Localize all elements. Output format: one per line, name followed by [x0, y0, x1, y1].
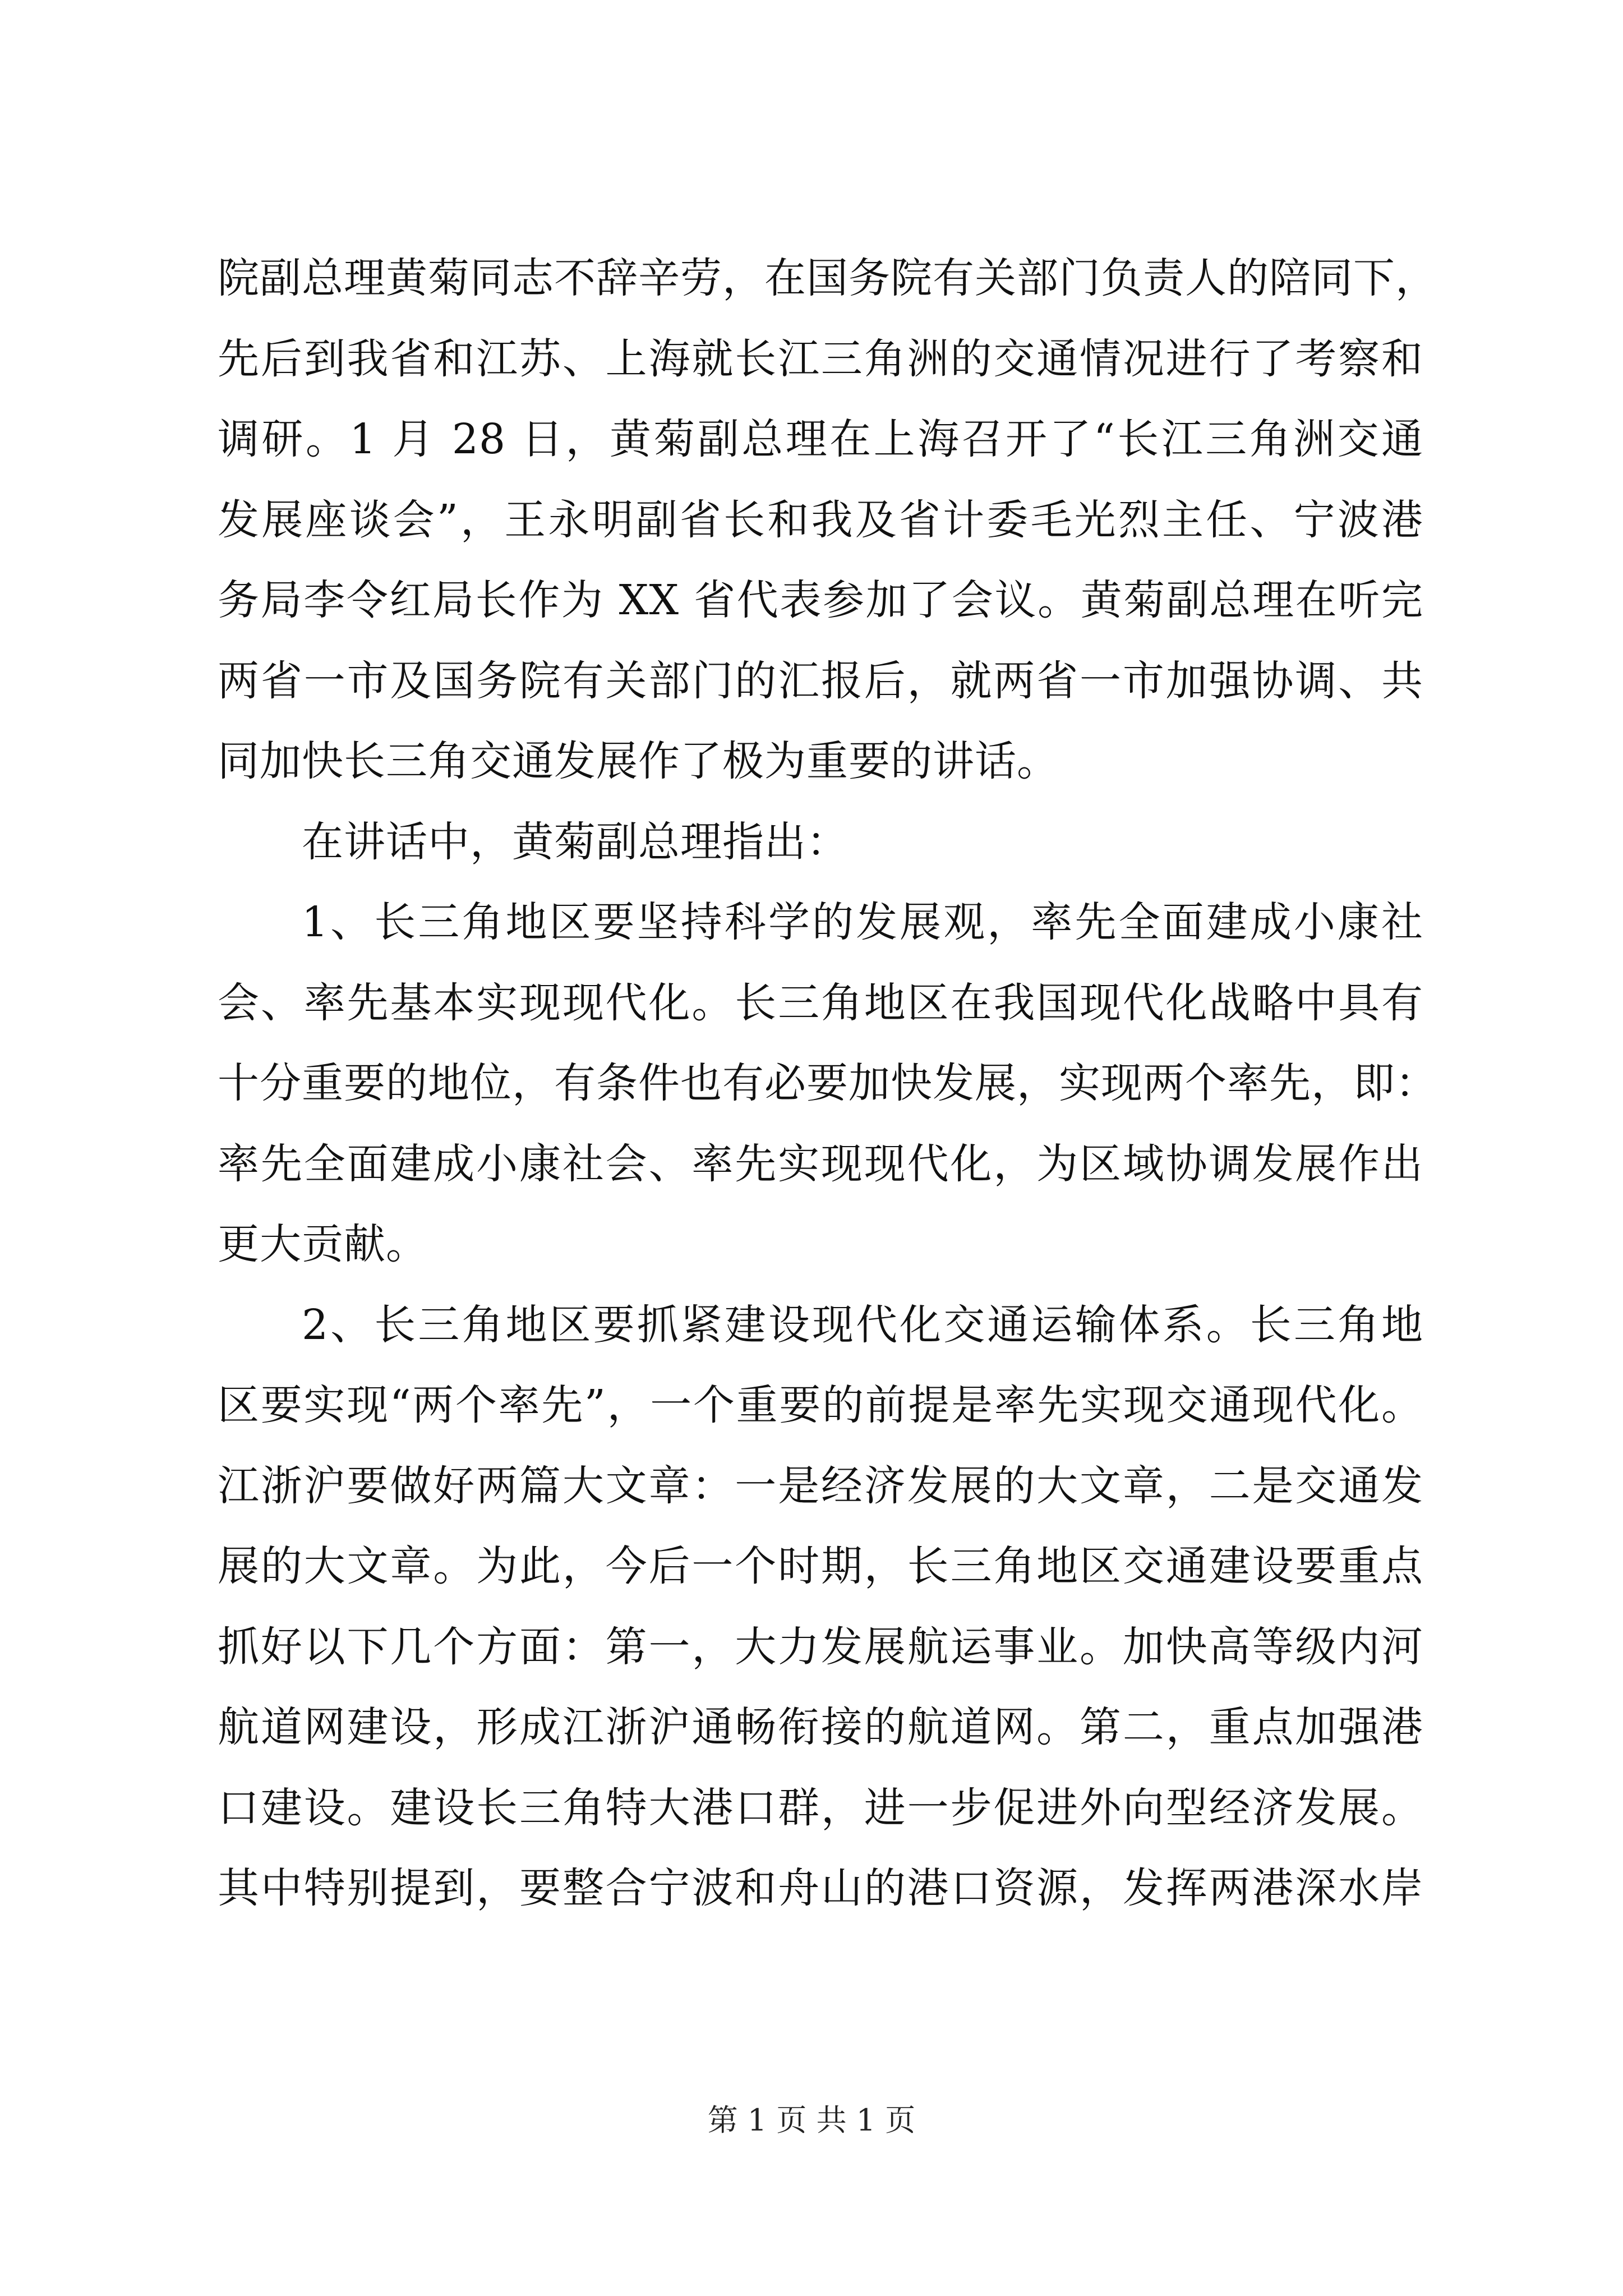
text-line: 十分重要的地位，有条件也有必要加快发展，实现两个率先，即： — [218, 1059, 1437, 1107]
text-line: 展的大文章。为此，今后一个时期，长三角地区交通建设要重点 — [218, 1542, 1423, 1590]
text-line: 务局李令红局长作为 XX 省代表参加了会议。黄菊副总理在听完 — [218, 576, 1423, 624]
text-line: 航道网建设，形成江浙沪通畅衔接的航道网。第二，重点加强港 — [218, 1703, 1423, 1751]
text-line: 其中特别提到，要整合宁波和舟山的港口资源，发挥两港深水岸 — [218, 1864, 1423, 1912]
text-line: 先后到我省和江苏、上海就长江三角洲的交通情况进行了考察和 — [218, 334, 1423, 383]
page-number-footer: 第 1 页 共 1 页 — [707, 2102, 916, 2138]
text-line: 发展座谈会”，王永明副省长和我及省计委毛光烈主任、宁波港 — [218, 495, 1423, 544]
text-line: 1、长三角地区要坚持科学的发展观，率先全面建成小康社 — [302, 898, 1423, 946]
text-line: 两省一市及国务院有关部门的汇报后，就两省一市加强协调、共 — [218, 656, 1423, 705]
text-line: 调研。1 月 28 日，黄菊副总理在上海召开了“长江三角洲交通 — [218, 415, 1423, 463]
document-body — [218, 238, 1437, 1929]
text-line: 在讲话中，黄菊副总理指出： — [302, 817, 849, 866]
text-line: 2、长三角地区要抓紧建设现代化交通运输体系。长三角地 — [302, 1300, 1423, 1349]
text-line: 率先全面建成小康社会、率先实现现代化，为区域协调发展作出 — [218, 1139, 1423, 1188]
text-line: 院副总理黄菊同志不辞辛劳，在国务院有关部门负责人的陪同下， — [218, 254, 1437, 302]
text-line: 区要实现“两个率先”，一个重要的前提是率先实现交通现代化。 — [218, 1381, 1423, 1429]
text-line: 抓好以下几个方面：第一，大力发展航运事业。加快高等级内河 — [218, 1622, 1423, 1671]
text-line: 会、率先基本实现现代化。长三角地区在我国现代化战略中具有 — [218, 978, 1423, 1027]
text-line: 江浙沪要做好两篇大文章：一是经济发展的大文章，二是交通发 — [218, 1461, 1423, 1510]
text-line: 同加快长三角交通发展作了极为重要的讲话。 — [218, 737, 1059, 785]
text-line: 更大贡献。 — [218, 1220, 428, 1268]
text-line: 口建设。建设长三角特大港口群，进一步促进外向型经济发展。 — [218, 1783, 1423, 1832]
